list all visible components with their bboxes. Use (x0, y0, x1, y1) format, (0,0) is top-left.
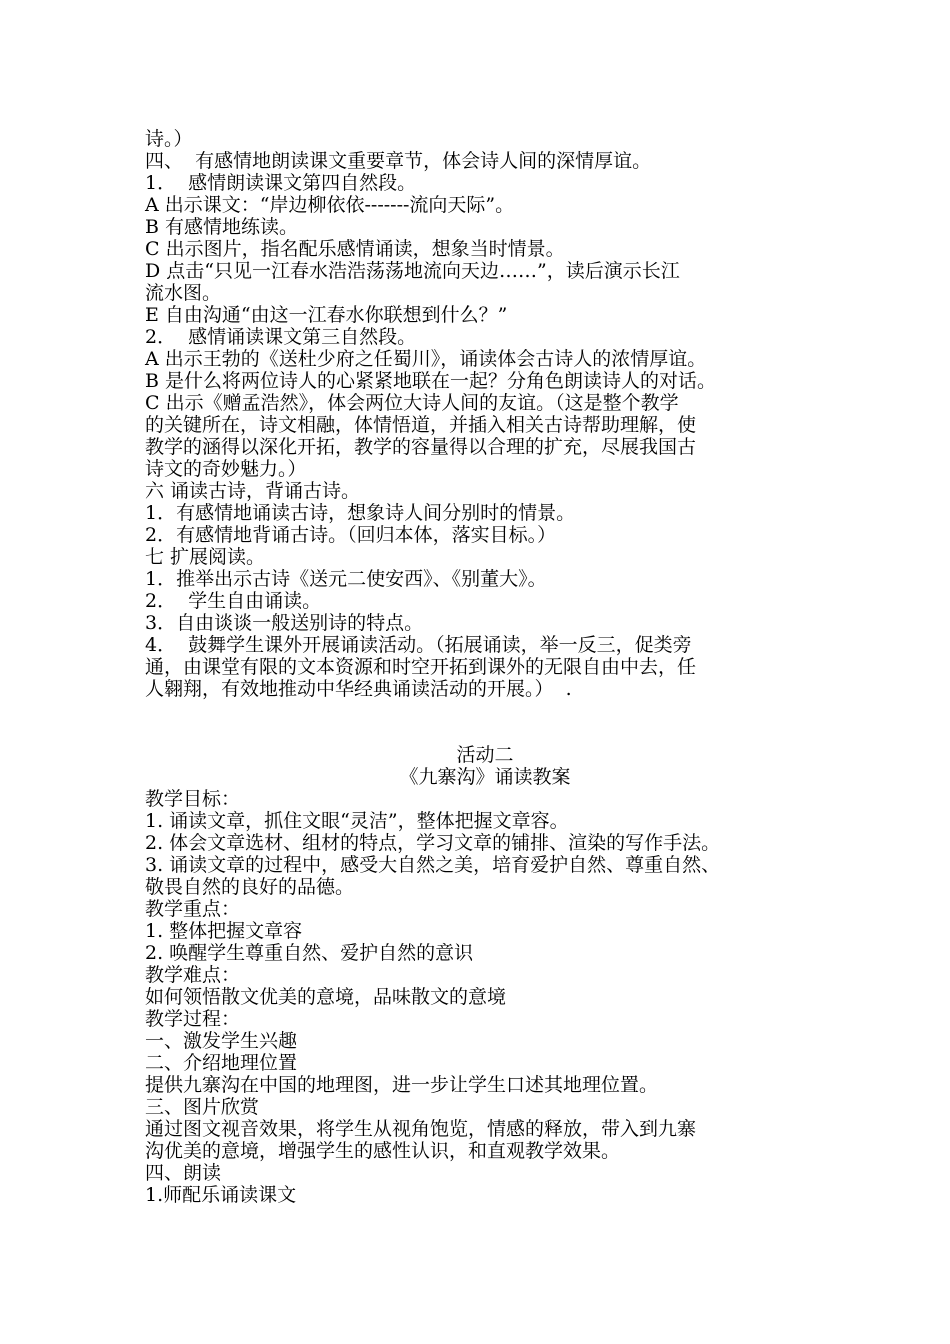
text-line: B 是什么将两位诗人的心紧紧地联在一起？分角色朗读诗人的对话。 (145, 370, 717, 392)
text-line: 3. 诵读文章的过程中，感受大自然之美，培育爱护自然、尊重自然、 (145, 854, 721, 876)
text-line: 4． 鼓舞学生课外开展诵读活动。（拓展诵读，举一反三，促类旁 (145, 634, 692, 656)
text-line: 2． 感情诵读课文第三自然段。 (145, 326, 417, 348)
text-line: 1. 整体把握文章容 (145, 920, 303, 942)
text-line: 教学难点： (145, 964, 241, 986)
text-line: 二、介绍地理位置 (145, 1052, 298, 1074)
text-line: 2． 学生自由诵读。 (145, 590, 322, 612)
text-line: 如何领悟散文优美的意境，品味散文的意境 (145, 986, 507, 1008)
text-line: 诗文的奇妙魅力。） (145, 458, 307, 480)
activity-heading: 活动二 (456, 744, 514, 766)
text-line: 教学目标： (145, 788, 241, 810)
section-previous-lesson (145, 128, 825, 700)
text-line: 诗。） (145, 128, 193, 150)
text-line: 1．推举出示古诗《送元二使安西》、《别董大》。 (145, 568, 547, 590)
text-line: 2．有感情地背诵古诗。（回归本体，落实目标。） (145, 524, 557, 546)
text-line: 人翱翔，有效地推动中华经典诵读活动的开展。） . (145, 678, 572, 700)
text-line: 1. 诵读文章，抓住文眼“灵洁”，整体把握文章容。 (145, 810, 569, 832)
text-line: 教学过程： (145, 1008, 241, 1030)
text-line: 教学的涵得以深化开拓，教学的容量得以合理的扩充，尽展我国古 (145, 436, 697, 458)
text-line: 一、激发学生兴趣 (145, 1030, 298, 1052)
text-line: 教学重点： (145, 898, 241, 920)
text-line: D 点击“只见一江春水浩浩荡荡地流向天边……”，读后演示长江 (145, 260, 680, 282)
text-line: A 出示王勃的《送杜少府之任蜀川》，诵读体会古诗人的浓情厚谊。 (145, 348, 707, 370)
text-line: 七 扩展阅读。 (145, 546, 266, 568)
text-line: 六 诵读古诗，背诵古诗。 (145, 480, 361, 502)
text-line: 四、朗读 (145, 1162, 222, 1184)
text-line: 2. 体会文章选材、组材的特点，学习文章的铺排、渲染的写作手法。 (145, 832, 721, 854)
text-line: 的关键所在，诗文相融，体情悟道，并插入相关古诗帮助理解，使 (145, 414, 697, 436)
text-line: 四、 有感情地朗读课文重要章节，体会诗人间的深情厚谊。 (145, 150, 652, 172)
text-line: 2. 唤醒学生尊重自然、爱护自然的意识 (145, 942, 474, 964)
text-line: 三、图片欣赏 (145, 1096, 260, 1118)
text-line: 沟优美的意境，增强学生的感性认识，和直观教学效果。 (145, 1140, 621, 1162)
text-line: E 自由沟通“由这一江春水你联想到什么？” (145, 304, 508, 326)
text-line: 通过图文视音效果，将学生从视角饱览，情感的释放，带入到九寨 (145, 1118, 697, 1140)
text-line: 流水图。 (145, 282, 222, 304)
document-page (145, 128, 825, 1206)
text-line: B 有感情地练读。 (145, 216, 299, 238)
text-line: A 出示课文：“岸边柳依依-------流向天际”。 (145, 194, 515, 216)
text-line: 通，由课堂有限的文本资源和时空开拓到课外的无限自由中去，任 (145, 656, 697, 678)
text-line: 3．自由谈谈一般送别诗的特点。 (145, 612, 424, 634)
text-line: 敬畏自然的良好的品德。 (145, 876, 355, 898)
section-spacer (145, 700, 825, 744)
section-jiuzhaigou-lesson (145, 744, 825, 1206)
text-line: 1.师配乐诵读课文 (145, 1184, 297, 1206)
text-line: 1． 感情朗读课文第四自然段。 (145, 172, 417, 194)
text-line: 提供九寨沟在中国的地理图，进一步让学生口述其地理位置。 (145, 1074, 659, 1096)
text-line: C 出示图片，指名配乐感情诵读，想象当时情景。 (145, 238, 565, 260)
text-line: C 出示《赠孟浩然》，体会两位大诗人间的友谊。（这是整个教学 (145, 392, 679, 414)
text-line: 1．有感情地诵读古诗，想象诗人间分别时的情景。 (145, 502, 576, 524)
lesson-title: 《九寨沟》诵读教案 (399, 766, 571, 788)
